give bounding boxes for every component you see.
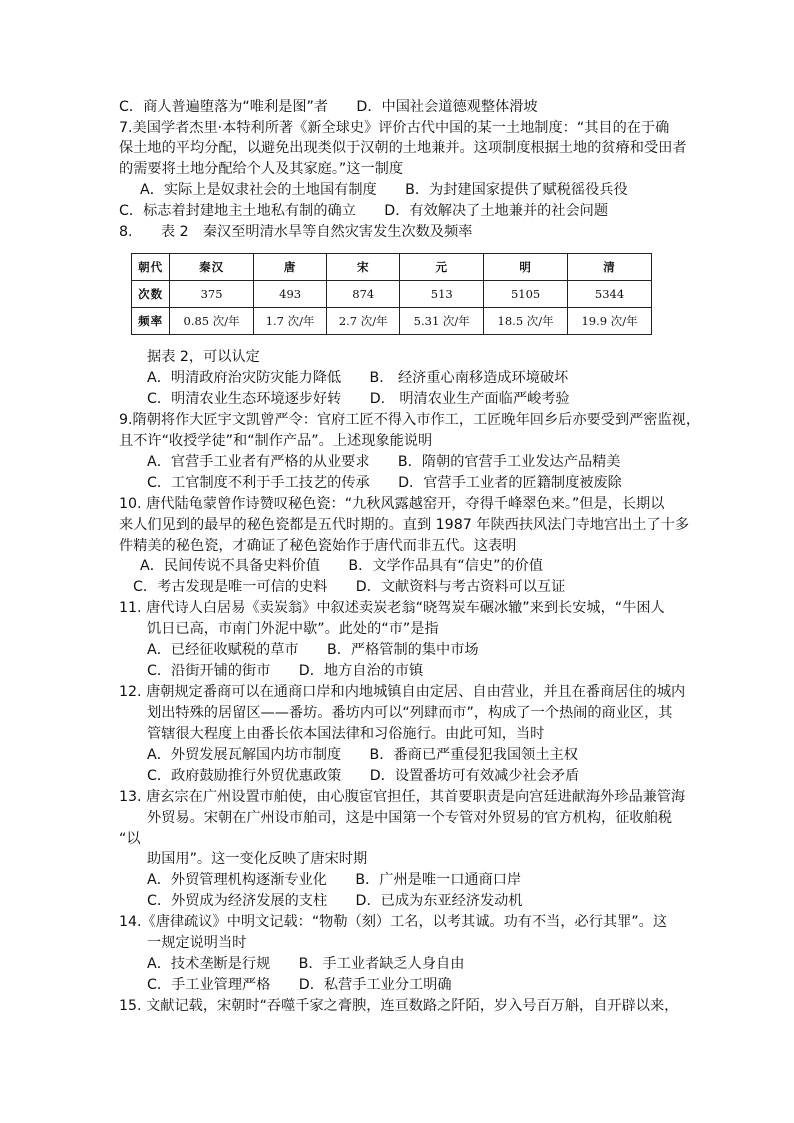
- q13-stem-line2: 外贸易。宋朝在广州设市舶司，这是中国第一个专管对外贸易的官方机构，征收舶税: [147, 810, 672, 826]
- table-cell: 375: [170, 281, 254, 308]
- q8-options-cd: C．明清农业生态环境逐步好转 D. 明清农业生产面临严峻考验: [147, 391, 570, 407]
- table-cell: 5.31 次/年: [400, 308, 484, 335]
- table-cell: 19.9 次/年: [568, 308, 652, 335]
- table-row: [132, 281, 652, 308]
- table-cell: 874: [327, 281, 400, 308]
- q14-options-cd: C．手工业管理严格 D．私营手工业分工明确: [147, 977, 452, 993]
- q13-options-ab: A．外贸管理机构逐渐专业化 B．广州是唯一口通商口岸: [147, 872, 522, 888]
- q14-options-ab: A．技术垄断是行规 B．手工业者缺乏人身自由: [147, 956, 465, 972]
- table-row: [132, 308, 652, 335]
- q12-stem-line2: 划出特殊的居留区——番坊。番坊内可以“列肆而市”，构成了一个热闹的商业区，其: [147, 705, 673, 721]
- table-cell: 明: [484, 254, 568, 281]
- q7-stem-line2: 保土地的平均分配，以避免出现类似于汉朝的土地兼并。这项制度根据土地的贫瘠和受田者: [119, 140, 687, 156]
- q10-options-cd: C．考古发现是唯一可信的史料 D．文献资料与考古资料可以互证: [133, 579, 566, 595]
- q14-stem-line1: 14.《唐律疏议》中明文记载：“物勒（刻）工名，以考其诚。功有不当，必行其罪”。这: [119, 914, 668, 930]
- table-cell: 宋: [327, 254, 400, 281]
- q11-stem-line1: 11. 唐代诗人白居易《卖炭翁》中叙述卖炭老翁“晓驾炭车碾冰辙”来到长安城，“牛困人: [119, 600, 665, 616]
- q15-stem-line1: 15. 文献记载，宋朝时“吞噬千家之膏腴，连亘数路之阡陌，岁入号百万斛，自开辟以来，: [119, 998, 679, 1014]
- table-cell: 18.5 次/年: [484, 308, 568, 335]
- table-cell: 493: [254, 281, 327, 308]
- q14-stem-line2: 一规定说明当时: [147, 935, 247, 951]
- table-row: [132, 254, 652, 281]
- q7-stem-line3: 的需要将土地分配给个人及其家庭。”这一制度: [119, 161, 404, 177]
- table-cell: 频率: [132, 308, 170, 335]
- q7-stem-line1: 7.美国学者杰里·本特利所著《新全球史》评价古代中国的某一土地制度：“其目的在于确: [119, 120, 670, 136]
- q10-stem-line1: 10. 唐代陆龟蒙曾作诗赞叹秘色瓷：“九秋风露越窑开，夺得千峰翠色来。”但是，长期以: [119, 496, 665, 512]
- q6-options-cd: C．商人普遍堕落为“唯利是图”者 D．中国社会道德观整体滑坡: [119, 99, 538, 115]
- q13-stem-line4: 助国用”。这一变化反映了唐宋时期: [147, 851, 368, 867]
- table-cell: 朝代: [132, 254, 170, 281]
- q11-options-cd: C．沿街开铺的街市 D．地方自治的市镇: [147, 663, 424, 679]
- q9-options-cd: C．工官制度不利于手工技艺的传承 D．官营手工业者的匠籍制度被废除: [147, 475, 622, 491]
- table-cell: 5344: [568, 281, 652, 308]
- q11-stem-line2: 饥日已高，市南门外泥中歇”。此处的“市”是指: [147, 621, 439, 637]
- table-cell: 513: [400, 281, 484, 308]
- table-cell: 清: [568, 254, 652, 281]
- table-cell: 0.85 次/年: [170, 308, 254, 335]
- q10-stem-line2: 来人们见到的最早的秘色瓷都是五代时期的。直到 1987 年陕西扶风法门寺地宫出土了十多: [119, 517, 690, 533]
- q9-options-ab: A．官营手工业者有严格的从业要求 B．隋朝的官营手工业发达产品精美: [147, 454, 621, 470]
- table-cell: 1.7 次/年: [254, 308, 327, 335]
- q7-options-ab: A．实际上是奴隶社会的土地国有制度 B．为封建国家提供了赋税徭役兵役: [140, 182, 628, 198]
- q12-stem-line3: 管辖很大程度上由番长依本国法律和习俗施行。由此可知，当时: [147, 726, 545, 742]
- q12-options-cd: C．政府鼓励推行外贸优惠政策 D．设置番坊可有效减少社会矛盾: [147, 768, 580, 784]
- disaster-frequency-table: [131, 253, 652, 335]
- q13-stem-line3: “以: [119, 831, 141, 847]
- table-cell: 秦汉: [170, 254, 254, 281]
- q10-stem-line3: 件精美的秘色瓷，才确证了秘色瓷始作于唐代而非五代。这表明: [119, 538, 517, 554]
- q12-stem-line1: 12. 唐朝规定番商可以在通商口岸和内地城镇自由定居、自由营业，并且在番商居住的城内: [119, 684, 686, 700]
- table-cell: 唐: [254, 254, 327, 281]
- table-cell: 2.7 次/年: [327, 308, 400, 335]
- q7-options-cd: C．标志着封建地主土地私有制的确立 D．有效解决了土地兼并的社会问题: [119, 203, 609, 219]
- q8-stem: 据表 2，可以认定: [147, 349, 260, 365]
- q9-stem-line2: 且不许“收授学徒”和“制作产品”。上述现象能说明: [119, 433, 433, 449]
- q10-options-ab: A．民间传说不具备史料价值 B．文学作品具有“信史”的价值: [140, 558, 544, 574]
- q8-options-ab: A．明清政府治灾防灾能力降低 B. 经济重心南移造成环境破坏: [147, 370, 569, 386]
- q9-stem-line1: 9.隋朝将作大匠宇文凯曾严令：官府工匠不得入市作工，工匠晚年回乡后亦要受到严密监视，: [119, 412, 701, 428]
- q12-options-ab: A．外贸发展瓦解国内坊市制度 B．番商已严重侵犯我国领土主权: [147, 747, 578, 763]
- table-cell: 次数: [132, 281, 170, 308]
- q11-options-ab: A．已经征收赋税的草市 B．严格管制的集中市场: [147, 642, 479, 658]
- q13-stem-line1: 13. 唐玄宗在广州设置市舶使，由心腹宦官担任，其首要职责是向宫廷进献海外珍品兼管海: [119, 789, 686, 805]
- table-cell: 5105: [484, 281, 568, 308]
- q13-options-cd: C．外贸成为经济发展的支柱 D．已成为东亚经济发动机: [147, 893, 523, 909]
- q8-table-caption: 8. 表 2 秦汉至明清水旱等自然灾害发生次数及频率: [119, 224, 473, 240]
- table-cell: 元: [400, 254, 484, 281]
